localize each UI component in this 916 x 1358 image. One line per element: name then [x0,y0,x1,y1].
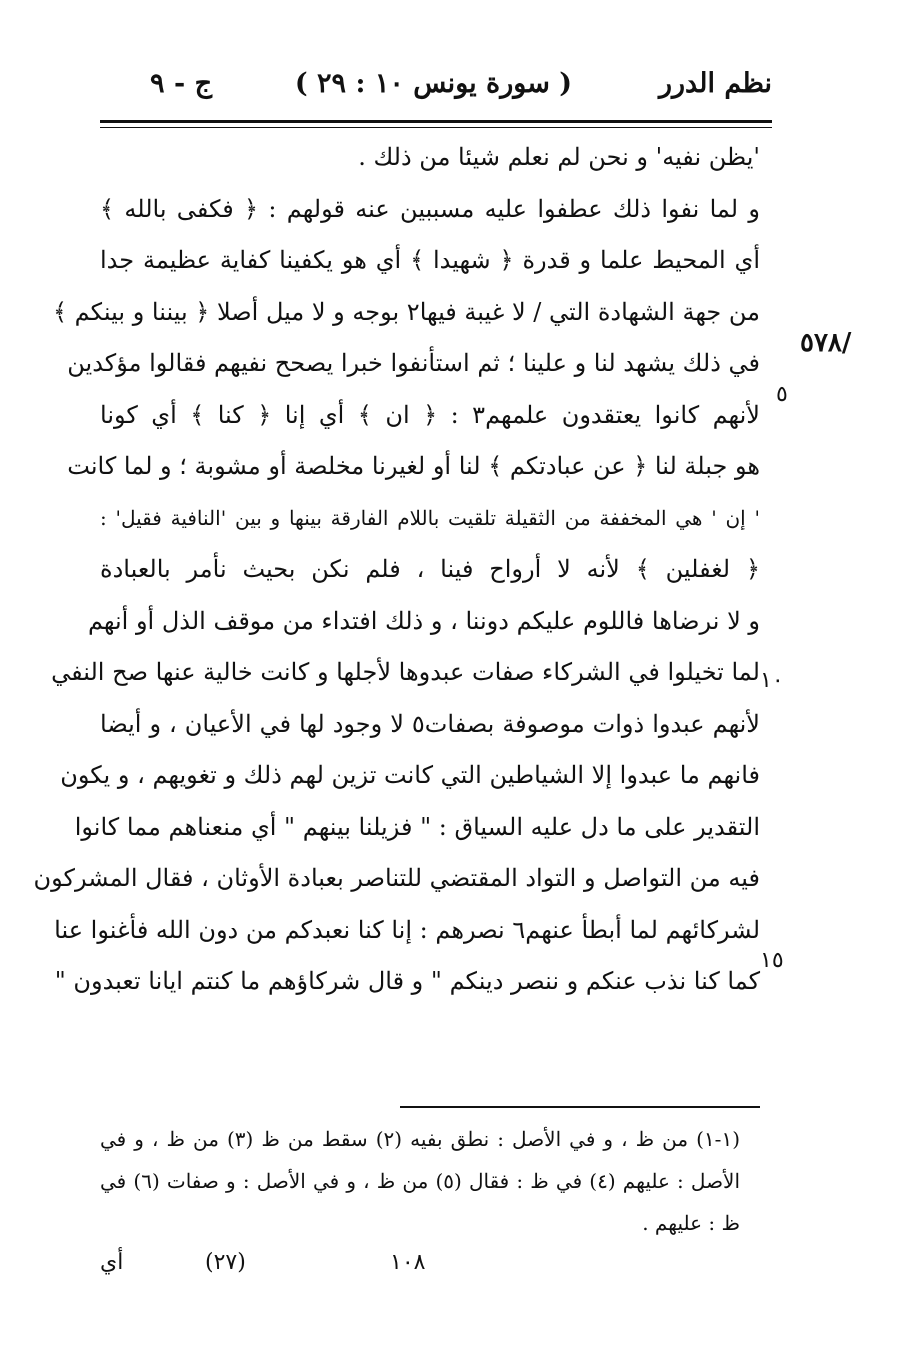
text-line: أي المحيط علما و قدرة ﴿ شهيدا ﴾ أي هو يكفينا كفاية عظيمة جدا [100,246,760,274]
signature-mark: (٢٧) [205,1250,246,1275]
text-line: لأنهم عبدوا ذوات موصوفة بصفات٥ لا وجود لها في الأعيان ، و أيضا [100,709,760,738]
volume-number: ج - ٩ [150,68,212,99]
line-number-15: ١٥ [760,948,784,973]
surah-reference: ( سورة يونس ١٠ : ٢٩ ) [294,68,572,99]
running-header [100,68,772,118]
footnotes [100,1118,740,1244]
line-number-5: ٥ [776,382,788,407]
manuscript-page-marker: /٥٧٨ [800,328,852,358]
footnote-line: (١-١) من ظ ، و في الأصل : نطق بفيه (٢) سقط من ظ (٣) من ظ ، و في [100,1127,740,1151]
text-line: 'يظن نفيه' و نحن لم نعلم شيئا من ذلك . [358,143,760,171]
text-line: من جهة الشهادة التي / لا غيبة فيها٢ بوجه و لا ميل أصلا ﴿ بيننا و بينكم ﴾ [52,297,760,326]
text-line: ﴿ لغفلين ﴾ لأنه لا أرواح فينا ، فلم نكن بحيث نأمر بالعبادة [100,555,760,583]
text-line: فانهم ما عبدوا إلا الشياطين التي كانت تزين لهم ذلك و تغويهم ، و يكون [60,761,760,789]
footnote-line: ظ : عليهم . [642,1211,740,1235]
text-line: هو جبلة لنا ﴿ عن عبادتكم ﴾ لنا أو لغيرنا مخلصة أو مشوبة ؛ و لما كانت [67,452,760,480]
header-rule-thick [100,120,772,123]
page-number: ١٠٨ [390,1250,426,1275]
text-line: لما تخيلوا في الشركاء صفات عبدوها لأجلها و كانت خالية عنها صح النفي [51,658,760,686]
line-number-10: ١٠ [760,668,784,693]
text-line: ' إن ' هي المخففة من الثقيلة تلقيت باللام الفارقة بينها و بين 'النافية فقيل' : [100,505,760,530]
book-title: نظم الدرر [658,68,772,99]
text-line: لشركائهم لما أبطأ عنهم٦ نصرهم : إنا كنا نعبدكم من دون الله فأغنوا عنا [54,915,760,944]
catchword: أي [100,1250,124,1275]
text-line: و لا نرضاها فاللوم عليكم دوننا ، و ذلك افتداء من موقف الذل أو أنهم [87,606,760,635]
text-line: فيه من التواصل و التواد المقتضي للتناصر بعبادة الأوثان ، فقال المشركون [33,864,760,892]
body-text [33,132,760,1008]
text-line: التقدير على ما دل عليه السياق : " فزيلنا بينهم " أي منعناهم مما كانوا [74,812,760,841]
footnote-line: الأصل : عليهم (٤) في ظ : فقال (٥) من ظ ، و في الأصل : و صفات (٦) في [100,1169,741,1193]
text-line: في ذلك يشهد لنا و علينا ؛ ثم استأنفوا خبرا يصحح نفيهم فقالوا مؤكدين [67,349,760,377]
text-line: لأنهم كانوا يعتقدون علمهم٣ : ﴿ ان ﴾ أي إنا ﴿ كنا ﴾ أي كونا [100,400,760,429]
text-line: و لما نفوا ذلك عطفوا عليه مسببين عنه قولهم : ﴿ فكفى بالله ﴾ [100,194,760,223]
footnote-separator [400,1106,760,1108]
header-rule-thin [100,127,772,128]
text-line: كما كنا نذب عنكم و ننصر دينكم " و قال شركاؤهم ما كنتم ايانا تعبدون " [54,967,760,995]
